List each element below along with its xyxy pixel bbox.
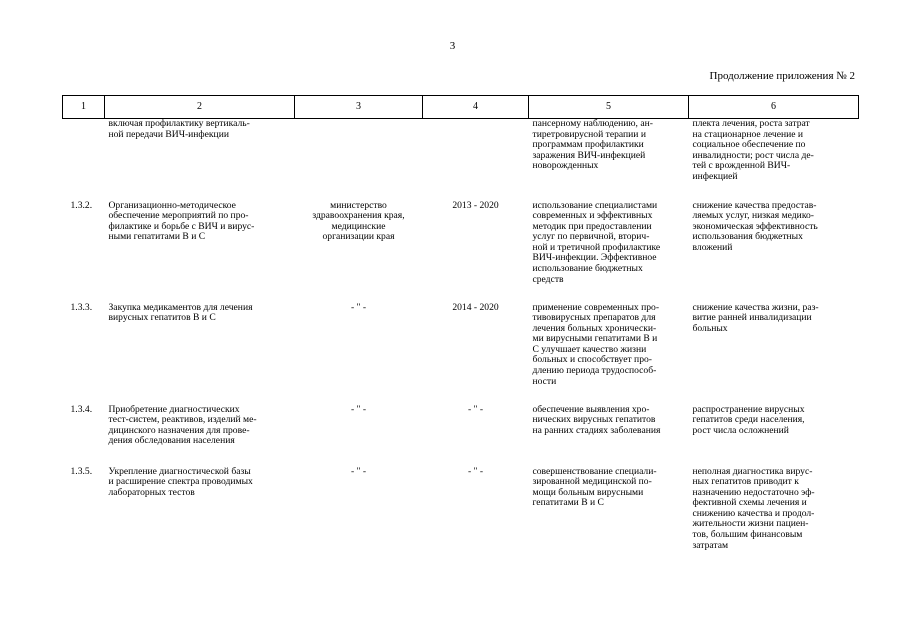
program-table [62, 95, 859, 567]
cell-expected-result [529, 119, 689, 201]
activity-text: Укрепление диагностической базы и расширение спектра проводимых лабораторных тестов [108, 465, 253, 498]
cell-executor [295, 405, 423, 467]
expected-result-text: совершенствование специали- зированной медицинской по- мощи больным вирусными гепатитами В и С [532, 465, 657, 509]
cell-activity [105, 119, 295, 201]
executor-text: - " - [350, 465, 367, 477]
cell-consequence [689, 303, 859, 405]
executor-text: - " - [350, 301, 367, 313]
table-row [63, 119, 859, 201]
table-header [63, 96, 859, 119]
table-row [63, 405, 859, 467]
cell-consequence [689, 405, 859, 467]
cell-executor [295, 303, 423, 405]
cell-expected-result [529, 405, 689, 467]
table-body [63, 119, 859, 567]
expected-result-text: использование специалистами современных и эффективных методик при предоставлении услуг по первичной, вторич- ной и третичной профилактике ВИЧ-инфекции. Эффективное использование бюджетных средств [532, 199, 661, 285]
cell-item-number [63, 119, 105, 201]
consequence-text: распространение вирусных гепатитов среди населения, рост числа осложнений [692, 403, 805, 436]
cell-item-number: 1.3.3. [70, 301, 93, 313]
consequence-text: снижение качества жизни, раз- витие ранней инвалидизации больных [692, 301, 819, 334]
cell-consequence [689, 201, 859, 303]
consequence-text: неполная диагностика вирус- ных гепатитов приводит к назначению недостаточно эф- фективной схемы лечения и снижению качества и продол- жительности жизни пациен- тов, большим финансовым затратам [692, 465, 815, 551]
cell-term [423, 119, 529, 201]
column-header-6: 6 [689, 96, 859, 119]
table-row [63, 201, 859, 303]
activity-text: Организационно-методическое обеспечение мероприятий по про- филактике и борьбе с ВИЧ и вирус- ными гепатитами В и С [108, 199, 255, 243]
expected-result-text: пансерному наблюдению, ан- тиретровирусной терапии и программам профилактики заражения ВИЧ-инфекцией новорожденных [532, 118, 653, 172]
column-header-4: 4 [423, 96, 529, 119]
column-header-3: 3 [295, 96, 423, 119]
cell-expected-result [529, 303, 689, 405]
cell-expected-result [529, 201, 689, 303]
cell-activity [105, 467, 295, 567]
cell-expected-result [529, 467, 689, 567]
table-row [63, 303, 859, 405]
cell-item-number: 1.3.2. [70, 199, 93, 211]
table-row [63, 467, 859, 567]
cell-term: - " - [467, 465, 484, 477]
page-number: 3 [449, 40, 456, 52]
cell-item-number: 1.3.4. [70, 403, 93, 415]
activity-text: включая профилактику вертикаль- ной передачи ВИЧ-инфекции [108, 118, 250, 140]
cell-consequence [689, 467, 859, 567]
cell-activity [105, 303, 295, 405]
cell-activity [105, 405, 295, 467]
executor-text: - " - [350, 403, 367, 415]
cell-term: 2013 - 2020 [452, 199, 499, 211]
cell-item-number: 1.3.5. [70, 465, 93, 477]
activity-text: Закупка медикаментов для лечения вирусных гепатитов В и С [108, 301, 253, 324]
cell-executor [295, 119, 423, 201]
column-header-2: 2 [105, 96, 295, 119]
column-header-1: 1 [63, 96, 105, 119]
table-header-row [63, 96, 859, 119]
cell-term: 2014 - 2020 [452, 301, 499, 313]
expected-result-text: применение современных про- тивовирусных препаратов для лечения больных хронически- ми вирусными гепатитами В и С улучшает качество жизни больных и способствует про- длению периода трудоспособ- ности [532, 301, 660, 387]
column-header-5: 5 [529, 96, 689, 119]
cell-term: - " - [467, 403, 484, 415]
executor-text: министерство здравоохранения края, медицинские организации края [312, 199, 405, 243]
cell-executor [295, 201, 423, 303]
appendix-caption: Продолжение приложения № 2 [709, 70, 855, 82]
expected-result-text: обеспечение выявления хро- нических вирусных гепатитов на ранних стадиях заболевания [532, 403, 661, 436]
consequence-text: снижение качества предостав- ляемых услуг, низкая медико- экономическая эффективность использования бюджетных вложений [692, 199, 818, 253]
cell-consequence [689, 119, 859, 201]
consequence-text: плекта лечения, роста затрат на стационарное лечение и социальное обеспечение по инвалидности; рост числа де- тей с врожденной ВИЧ- инфекцией [692, 118, 814, 182]
cell-executor [295, 467, 423, 567]
activity-text: Приобретение диагностических тест-систем, реактивов, изделий ме- дицинского назначения для прове- дения обследования населения [108, 403, 257, 447]
cell-activity [105, 201, 295, 303]
